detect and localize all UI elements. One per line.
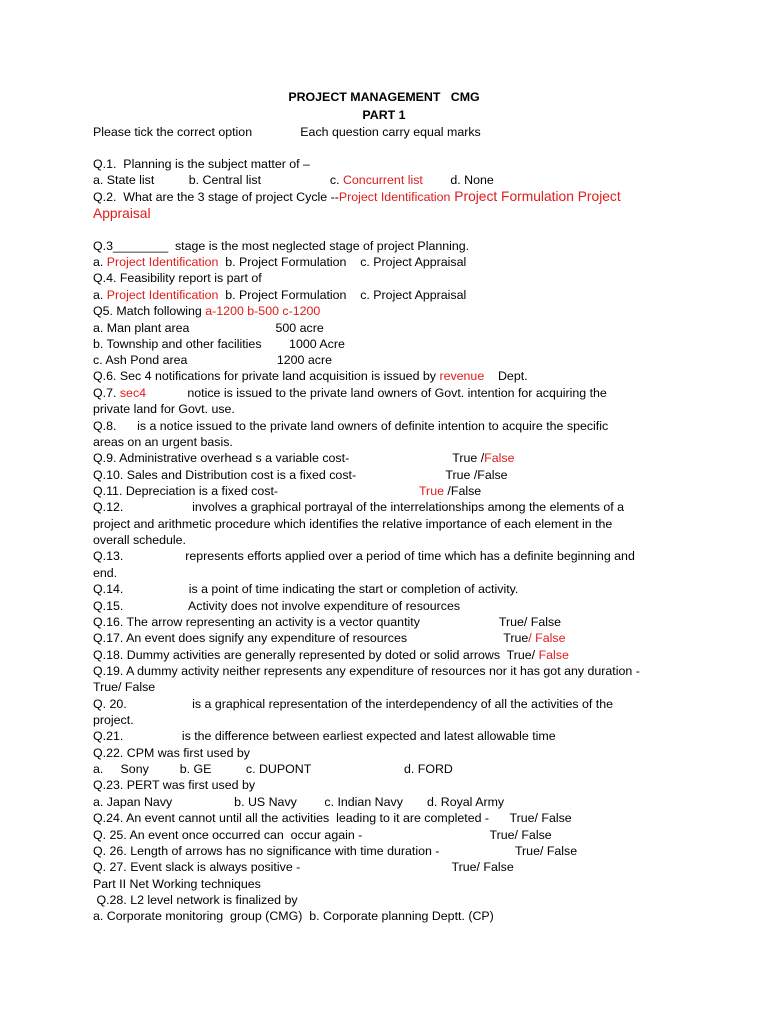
question-5-item-b: b. Township and other facilities 1000 Acre (93, 337, 345, 351)
part-heading: PART 1 (362, 108, 406, 122)
question-24: Q.24. An event cannot until all the activities leading to it are completed - True/ False (93, 811, 572, 825)
answer-text: True (418, 484, 444, 498)
question-1-options: a. State list b. Central list c. Concurrent list d. None (93, 173, 494, 187)
question-25: Q. 25. An event once occurred can occur again - True/ False (93, 828, 552, 842)
question-28-options: a. Corporate monitoring group (CMG) b. Corporate planning Deptt. (CP) (93, 909, 494, 923)
question-17: Q.17. An event does signify any expenditure of resources True/ False (93, 631, 566, 645)
question-2-answer-cont: Appraisal (93, 206, 151, 221)
question-4: Q.4. Feasibility report is part of (93, 271, 262, 285)
answer-text: Project Identification (106, 288, 219, 302)
question-8: Q.8. is a notice issued to the private land owners of definite intention to acquire the specific (93, 419, 609, 433)
question-18: Q.18. Dummy activities are generally represented by doted or solid arrows True/ False (93, 648, 569, 662)
question-4-options: a. Project Identification b. Project Formulation c. Project Appraisal (93, 288, 467, 302)
question-7: Q.7. sec4 notice is issued to the private land owners of Govt. intention for acquiring the (93, 386, 607, 400)
question-28: Q.28. L2 level network is finalized by (93, 893, 298, 907)
answer-text: False (484, 451, 515, 465)
question-20: Q. 20. is a graphical representation of the interdependency of all the activities of the (93, 697, 614, 711)
question-8-cont: areas on an urgent basis. (93, 435, 233, 449)
answer-text: / False (528, 631, 566, 645)
question-3: Q.3________ stage is the most neglected stage of project Planning. (93, 239, 470, 253)
question-15: Q.15. Activity does not involve expenditure of resources (93, 599, 461, 613)
question-23: Q.23. PERT was first used by (93, 778, 256, 792)
question-10: Q.10. Sales and Distribution cost is a fixed cost- True /False (93, 468, 508, 482)
question-3-options: a. Project Identification b. Project Formulation c. Project Appraisal (93, 255, 467, 269)
question-5: Q5. Match following a-1200 b-500 c-1200 (93, 304, 321, 318)
answer-text: Project Identification (106, 255, 219, 269)
instruction-line: Please tick the correct option Each question carry equal marks (93, 125, 481, 139)
question-12-cont-2: overall schedule. (93, 533, 186, 547)
question-14: Q.14. is a point of time indicating the start or completion of activity. (93, 582, 519, 596)
answer-text: revenue (439, 369, 485, 383)
question-13: Q.13. represents efforts applied over a period of time which has a definite beginning and (93, 549, 635, 563)
answer-text: Project Identification (338, 190, 451, 204)
question-13-cont: end. (93, 566, 118, 580)
part-2-heading: Part II Net Working techniques (93, 877, 261, 891)
question-19-cont: True/ False (93, 680, 156, 694)
question-12: Q.12. involves a graphical portrayal of the interrelationships among the elements of a (93, 500, 625, 514)
question-22-options: a. Sony b. GE c. DUPONT d. FORD (93, 762, 453, 776)
question-12-cont-1: project and arithmetic procedure which identifies the relative importance of each element in the (93, 517, 613, 531)
question-11: Q.11. Depreciation is a fixed cost- True /False (93, 484, 482, 498)
question-7-cont: private land for Govt. use. (93, 402, 235, 416)
question-22: Q.22. CPM was first used by (93, 746, 251, 760)
question-5-item-c: c. Ash Pond area 1200 acre (93, 353, 332, 367)
question-23-options: a. Japan Navy b. US Navy c. Indian Navy d. Royal Army (93, 795, 505, 809)
question-20-cont: project. (93, 713, 134, 727)
question-16: Q.16. The arrow representing an activity is a vector quantity True/ False (93, 615, 562, 629)
question-26: Q. 26. Length of arrows has no significance with time duration - True/ False (93, 844, 578, 858)
question-1: Q.1. Planning is the subject matter of – (93, 157, 310, 171)
answer-text: False (538, 648, 569, 662)
question-9: Q.9. Administrative overhead s a variable cost- True /False (93, 451, 515, 465)
answer-text: a-1200 b-500 c-1200 (205, 304, 321, 318)
answer-text: Concurrent list (342, 173, 423, 187)
answer-text: sec4 (119, 386, 147, 400)
question-5-item-a: a. Man plant area 500 acre (93, 321, 324, 335)
question-19: Q.19. A dummy activity neither represents any expenditure of resources nor it has got any duration - (93, 664, 640, 678)
question-21: Q.21. is the difference between earliest expected and latest allowable time (93, 729, 556, 743)
document-title: PROJECT MANAGEMENT CMG (288, 90, 480, 104)
question-6: Q.6. Sec 4 notifications for private land acquisition is issued by revenue Dept. (93, 369, 528, 383)
answer-text: Project Formulation Project (450, 189, 621, 204)
question-2: Q.2. What are the 3 stage of project Cycle --Project Identification Project Formulation Project (93, 189, 621, 204)
question-27: Q. 27. Event slack is always positive - True/ False (93, 860, 514, 874)
